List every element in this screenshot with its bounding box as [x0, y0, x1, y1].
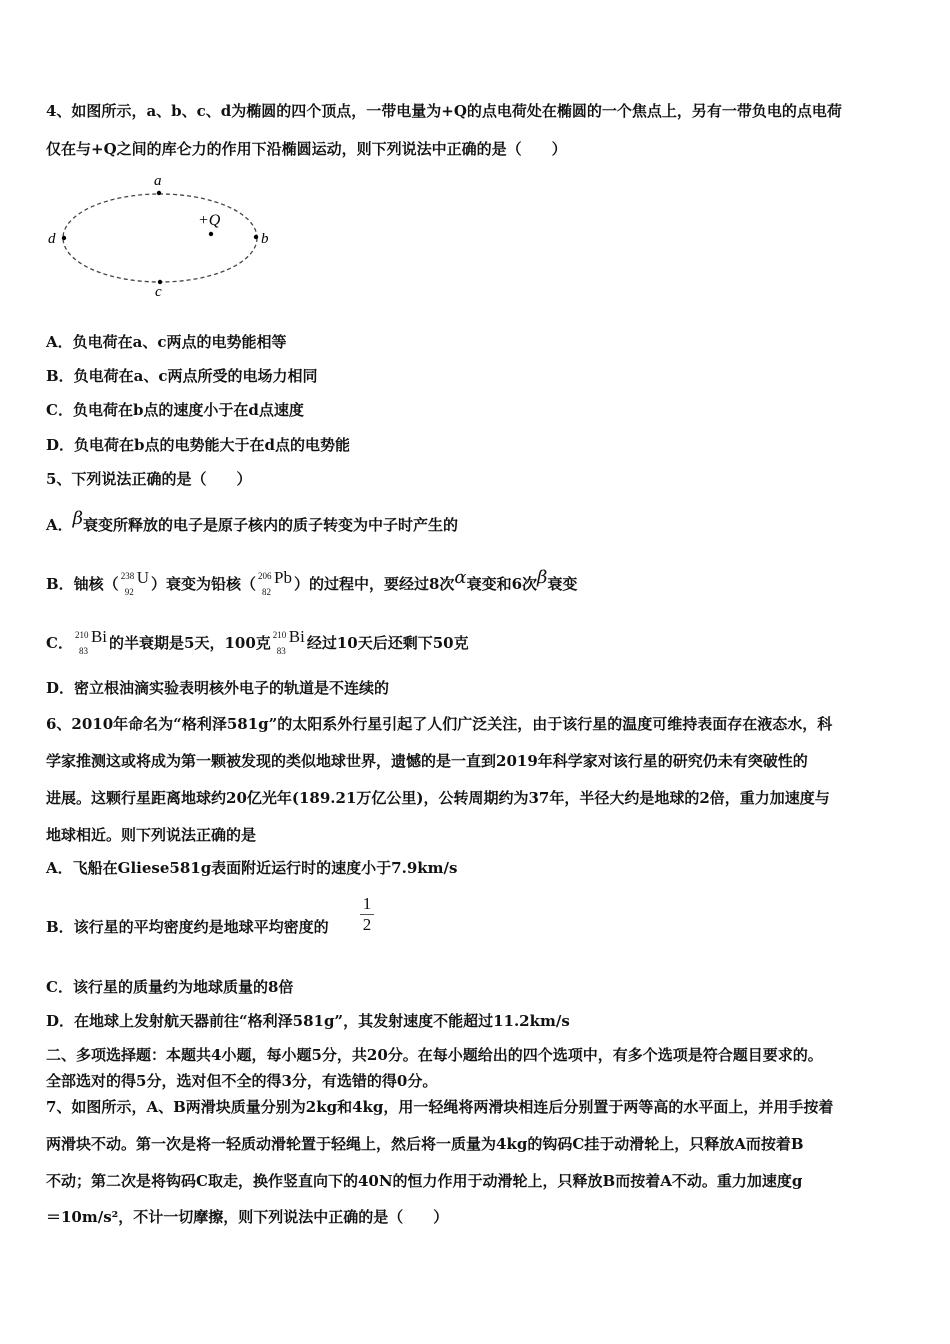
- lead-nuclide: [257, 568, 292, 597]
- q6-option-d: D．在地球上发射航天器前往“格利泽581g”，其发射速度不能超过11.2km/s: [46, 1012, 570, 1030]
- pb-symbol: Pb: [273, 568, 292, 587]
- q5-c-end: 经过10天后还剩下50克: [306, 634, 469, 652]
- q6-stem-line2: 学家推测这或将成为第一颗被发现的类似地球世界，遗憾的是一直到2019年科学家对该行星的研究仍未有突破性的: [46, 752, 808, 770]
- q6-stem-line4: 地球相近。则下列说法正确的是: [46, 826, 257, 844]
- q4-option-a: A．负电荷在a、c两点的电势能相等: [46, 333, 287, 351]
- q5-option-a: [46, 508, 459, 535]
- beta-symbol-2: β: [537, 567, 548, 588]
- u-symbol: U: [136, 568, 149, 587]
- bi-symbol-2: Bi: [288, 627, 305, 646]
- uranium-nuclide: [120, 568, 149, 597]
- label-d: d: [48, 231, 56, 247]
- q7-stem-line4: ＝10m/s²，不计一切摩擦，则下列说法中正确的是（ ）: [46, 1208, 449, 1226]
- q5-c-mid: 的半衰期是5天，100克: [109, 634, 271, 652]
- ellipse-orbit: [63, 194, 257, 282]
- q5-stem: 5、下列说法正确的是（ ）: [46, 470, 252, 488]
- q5-b-mid3: 衰变和6次: [466, 575, 537, 593]
- q7-stem-line2: 两滑块不动。第一次是将一轻质动滑轮置于轻绳上，然后将一质量为4kg的钩码C挂于动滑轮上，只释放A而按着B: [46, 1135, 804, 1153]
- label-q: +Q: [198, 212, 221, 229]
- q4-option-b: B．负电荷在a、c两点所受的电场力相同: [46, 367, 318, 385]
- charge-q-dot: [209, 232, 213, 236]
- bi-atomic-number-2: 83: [276, 646, 286, 656]
- vertex-d-dot: [62, 236, 66, 240]
- alpha-symbol: α: [454, 567, 467, 588]
- q4-stem-line2: 仅在与+Q之间的库仑力的作用下沿椭圆运动，则下列说法中正确的是（ ）: [46, 140, 567, 158]
- section2-line2: 全部选对的得5分，选对但不全的得3分，有选错的得0分。: [46, 1072, 438, 1090]
- bi-atomic-number: 83: [78, 646, 88, 656]
- q5-option-b: [46, 567, 578, 597]
- q5-b-mid2: ）的过程中，要经过8次: [293, 575, 455, 593]
- q5-a-prefix: A．: [46, 516, 73, 534]
- ellipse-diagram: [40, 168, 280, 298]
- section2-line1: 二、多项选择题：本题共4小题，每小题5分，共20分。在每小题给出的四个选项中，有多个选项是符合题目要求的。: [46, 1046, 823, 1064]
- q6-stem-line3: 进展。这颗行星距离地球约20亿光年(189.21万亿公里)，公转周期约为37年，半径大约是地球的2倍，重力加速度与: [46, 789, 830, 807]
- bi-mass-number: 210: [74, 630, 89, 640]
- pb-atomic-number: 82: [261, 587, 271, 597]
- q5-option-c: [46, 627, 469, 656]
- q5-option-d: D．密立根油滴实验表明核外电子的轨道是不连续的: [46, 679, 390, 697]
- q6-option-c: C．该行星的质量约为地球质量的8倍: [46, 978, 294, 996]
- q5-b-end: 衰变: [547, 575, 578, 593]
- q7-stem-line3: 不动；第二次是将钩码C取走，换作竖直向下的40N的恒力作用于动滑轮上，只释放B而按着A不动。重力加速度g: [46, 1172, 803, 1190]
- bi-mass-number-2: 210: [272, 630, 287, 640]
- bi-symbol: Bi: [90, 627, 108, 646]
- q4-option-c: C．负电荷在b点的速度小于在d点速度: [46, 401, 304, 419]
- q6-option-b: B．该行星的平均密度约是地球平均密度的: [46, 918, 329, 936]
- q6-stem-line1: 6、2010年命名为“格利泽581g”的太阳系外行星引起了人们广泛关注，由于该行星的温度可维持表面存在液态水，科: [46, 715, 833, 733]
- u-mass-number: 238: [120, 571, 135, 581]
- q5-b-mid1: ）衰变为铅核（: [150, 575, 256, 593]
- beta-symbol: β: [72, 508, 84, 529]
- bismuth-nuclide-1: [74, 627, 108, 656]
- label-c: c: [155, 284, 162, 298]
- bismuth-nuclide-2: [272, 627, 305, 656]
- label-b: b: [261, 231, 269, 247]
- q5-c-prefix: C．: [46, 634, 73, 652]
- q6-option-a: A．飞船在Gliese581g表面附近运行时的速度小于7.9km/s: [46, 859, 458, 877]
- label-a: a: [154, 173, 162, 189]
- q5-b-prefix: B．铀核（: [46, 575, 119, 593]
- pb-mass-number: 206: [257, 571, 272, 581]
- fraction-one-half: [360, 894, 374, 935]
- u-atomic-number: 92: [124, 587, 134, 597]
- fraction-numerator: 1: [360, 894, 374, 915]
- q4-stem-line1: 4、如图所示，a、b、c、d为椭圆的四个顶点，一带电量为+Q的点电荷处在椭圆的一个焦点上，另有一带负电的点电荷: [46, 102, 842, 120]
- q5-a-text: 衰变所释放的电子是原子核内的质子转变为中子时产生的: [83, 516, 459, 534]
- q4-option-d: D．负电荷在b点的电势能大于在d点的电势能: [46, 436, 350, 454]
- fraction-denominator: 2: [362, 915, 372, 934]
- q7-stem-line1: 7、如图所示，A、B两滑块质量分别为2kg和4kg，用一轻绳将两滑块相连后分别置于两等高的水平面上，并用手按着: [46, 1098, 834, 1116]
- vertex-b-dot: [254, 235, 258, 239]
- vertex-a-dot: [157, 191, 161, 195]
